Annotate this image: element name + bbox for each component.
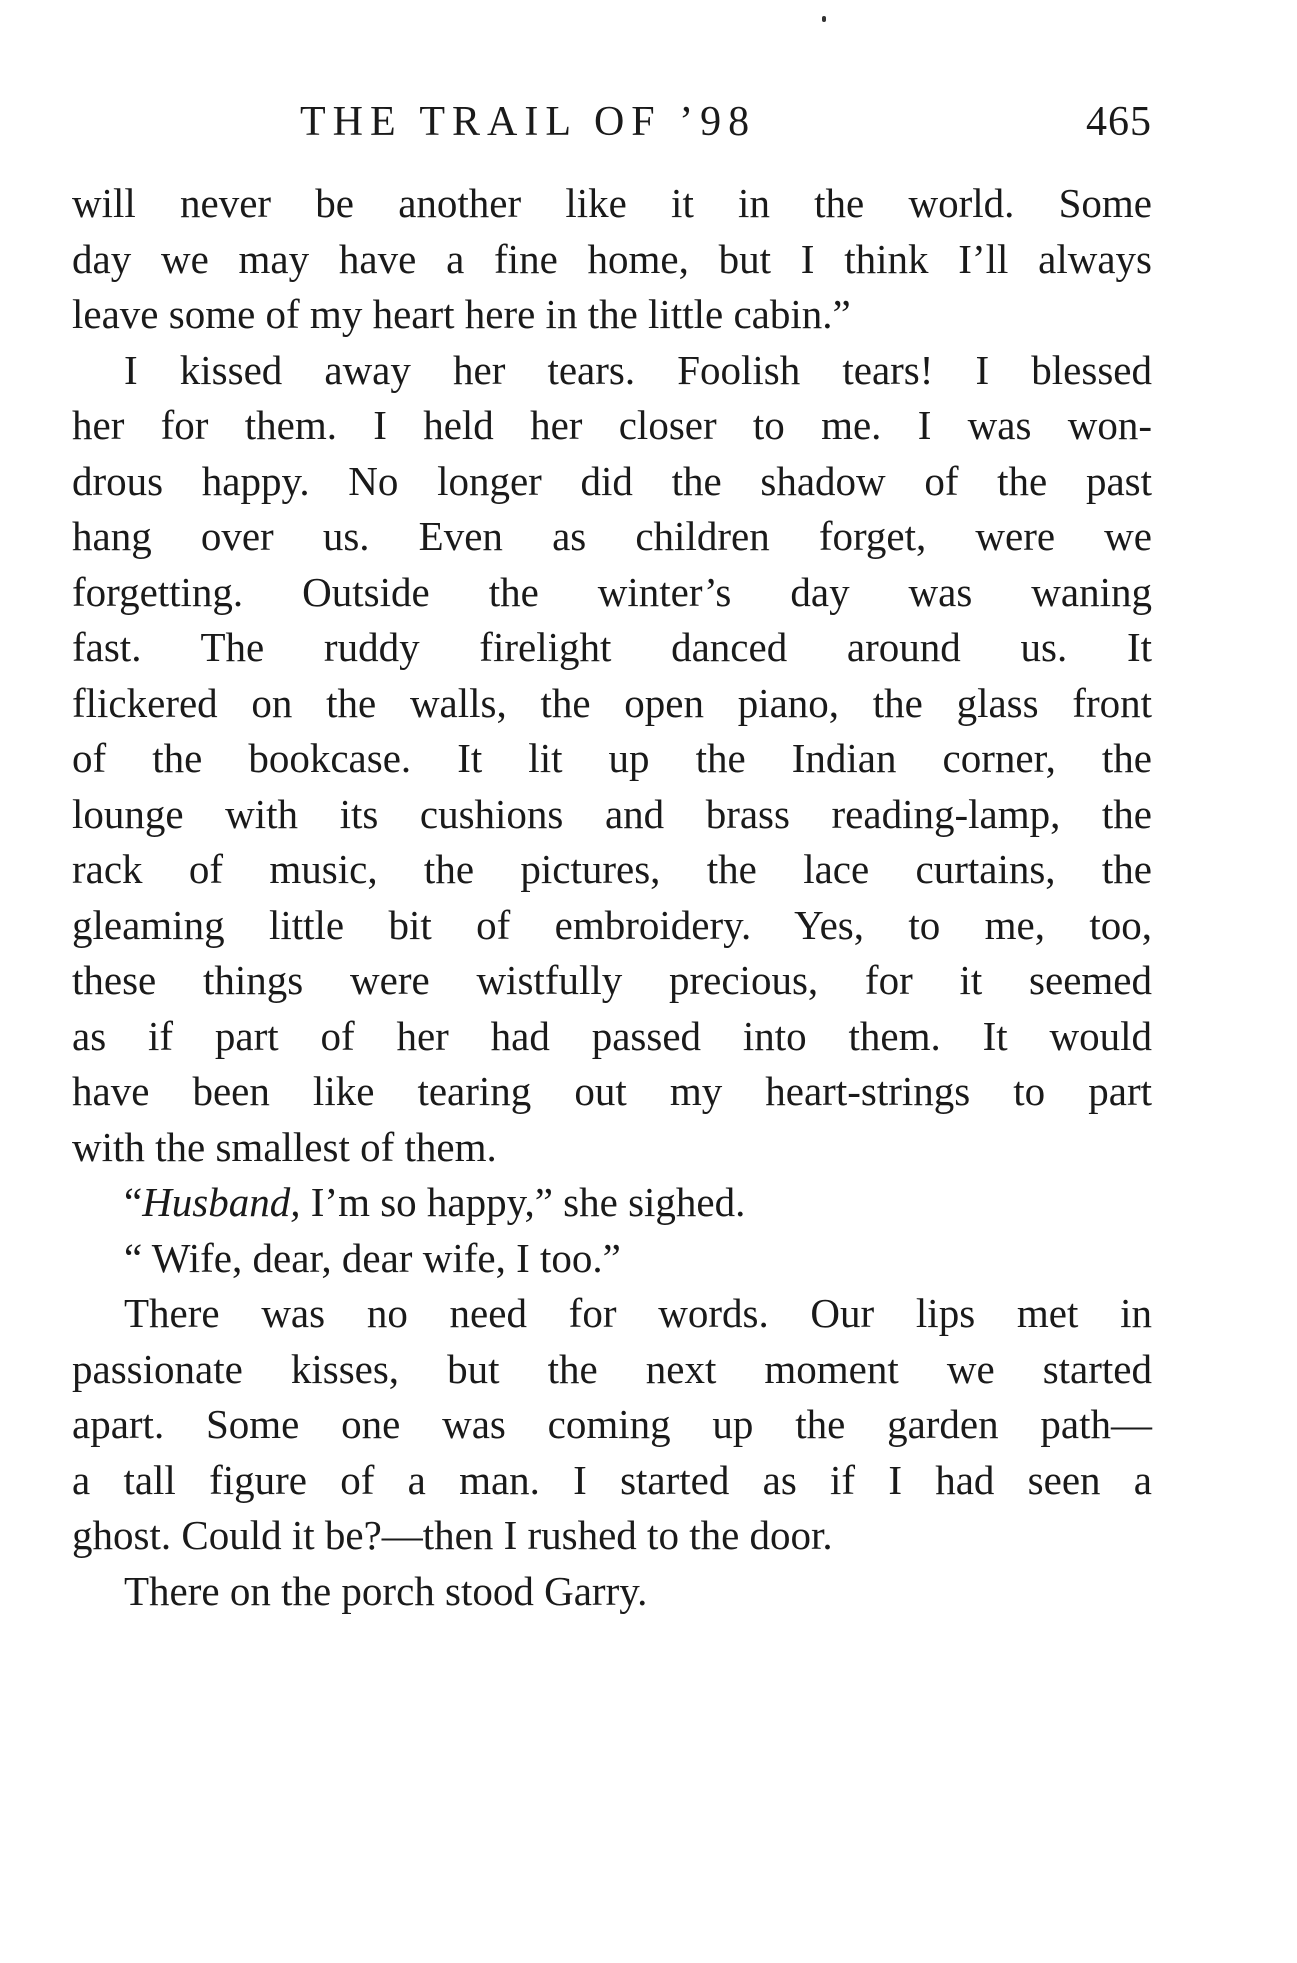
dialogue-line xyxy=(72,1175,1152,1231)
text-line: flickered on the walls, the open piano, the glass front xyxy=(72,679,1152,726)
running-title: THE TRAIL OF ’98 xyxy=(300,99,757,145)
page-number: 465 xyxy=(1086,99,1152,145)
text-line: her for them. I held her closer to me. I was won- xyxy=(72,402,1152,448)
text-line: leave some of my heart here in the little cabin.” xyxy=(72,291,851,337)
closing-line: There on the porch stood Garry. xyxy=(124,1567,648,1614)
dialogue-line: “ Wife, dear, dear wife, I too.” xyxy=(124,1234,621,1281)
text-line: rack of music, the pictures, the lace curtains, the xyxy=(72,846,1152,892)
text-line: have been like tearing out my heart-strings to part xyxy=(72,1068,1152,1114)
text-line: fast. The ruddy firelight danced around us. It xyxy=(72,624,1152,670)
text-line: will never be another like it in the world. Some xyxy=(72,180,1152,226)
dialogue-italic-word: Husband, xyxy=(142,1179,301,1225)
text-line: There was no need for words. Our lips met in xyxy=(124,1290,1152,1336)
text-line: apart. Some one was coming up the garden path— xyxy=(72,1401,1152,1447)
text-line: day we may have a fine home, but I think I’ll always xyxy=(72,235,1152,282)
text-line: forgetting. Outside the winter’s day was waning xyxy=(72,568,1152,615)
text-line: I kissed away her tears. Foolish tears! I blessed xyxy=(124,346,1152,393)
text-line: of the bookcase. It lit up the Indian corner, the xyxy=(72,735,1152,781)
text-line: with the smallest of them. xyxy=(72,1123,497,1170)
dialogue-open-quote: “ xyxy=(124,1179,143,1225)
text-line: lounge with its cushions and brass reading-lamp, the xyxy=(72,790,1152,837)
print-speck xyxy=(822,16,826,22)
text-line: as if part of her had passed into them. It would xyxy=(72,1012,1152,1059)
text-line: hang over us. Even as children forget, were we xyxy=(72,513,1152,559)
dialogue-rest: I’m so happy,” she sighed. xyxy=(300,1179,746,1225)
page-text xyxy=(72,176,1152,1619)
text-line: these things were wistfully precious, for it seemed xyxy=(72,957,1152,1003)
text-line: drous happy. No longer did the shadow of the past xyxy=(72,457,1152,504)
text-line: gleaming little bit of embroidery. Yes, to me, too, xyxy=(72,901,1152,948)
text-line: passionate kisses, but the next moment we started xyxy=(72,1345,1152,1392)
text-line: a tall figure of a man. I started as if I had seen a xyxy=(72,1456,1152,1503)
running-head xyxy=(72,92,1152,152)
text-line: ghost. Could it be?—then I rushed to the door. xyxy=(72,1512,833,1558)
